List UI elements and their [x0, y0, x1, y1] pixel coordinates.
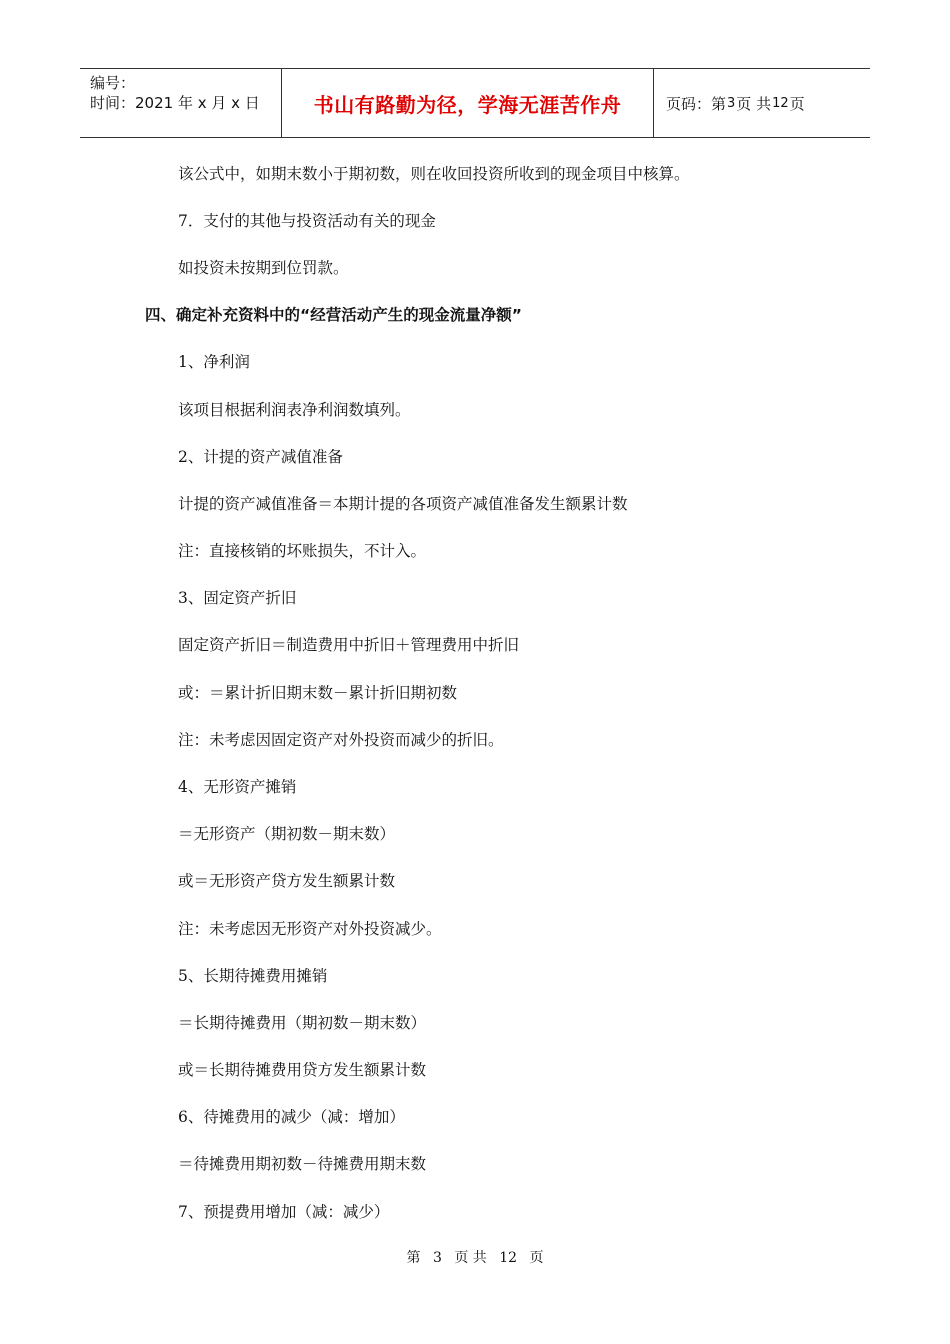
- paragraph: ＝长期待摊费用（期初数－期末数）: [178, 1014, 427, 1032]
- header-motto: 书山有路勤为径，学海无涯苦作舟: [313, 92, 622, 117]
- paragraph: ＝待摊费用期初数－待摊费用期末数: [178, 1155, 427, 1173]
- footer-suffix: 页: [529, 1250, 544, 1266]
- paragraph: 2、计提的资产减值准备: [178, 448, 343, 466]
- paragraph: 1、净利润: [178, 353, 250, 371]
- page-total: 12: [772, 95, 789, 111]
- footer-prefix: 第: [406, 1250, 421, 1266]
- paragraph: 注：未考虑因固定资产对外投资而减少的折旧。: [178, 731, 504, 749]
- paragraph: 该公式中，如期末数小于期初数，则在收回投资所收到的现金项目中核算。: [178, 165, 690, 183]
- paragraph: 4、无形资产摊销: [178, 778, 297, 796]
- paragraph: ＝无形资产（期初数－期末数）: [178, 825, 396, 843]
- paragraph: 或＝长期待摊费用贷方发生额累计数: [178, 1061, 427, 1079]
- paragraph: 3、固定资产折旧: [178, 589, 297, 607]
- header-meta: [80, 69, 282, 137]
- footer-mid: 页 共: [454, 1250, 487, 1266]
- page-current: 3: [727, 95, 736, 111]
- section-heading: 四、确定补充资料中的“经营活动产生的现金流量净额”: [145, 306, 522, 324]
- paragraph: 注：未考虑因无形资产对外投资减少。: [178, 920, 442, 938]
- page-mid: 页 共: [736, 94, 772, 113]
- footer-total: 12: [499, 1250, 518, 1266]
- page-header: [80, 68, 870, 138]
- paragraph: 7．支付的其他与投资活动有关的现金: [178, 212, 436, 230]
- paragraph: 注：直接核销的坏账损失，不计入。: [178, 542, 427, 560]
- paragraph: 或＝无形资产贷方发生额累计数: [178, 872, 396, 890]
- paragraph: 计提的资产减值准备＝本期计提的各项资产减值准备发生额累计数: [178, 495, 628, 513]
- paragraph: 或：＝累计折旧期末数－累计折旧期初数: [178, 684, 458, 702]
- header-motto-cell: [282, 69, 654, 137]
- page-suffix: 页: [789, 94, 805, 113]
- footer-current: 3: [432, 1250, 442, 1266]
- paragraph: 如投资未按期到位罚款。: [178, 259, 349, 277]
- paragraph: 该项目根据利润表净利润数填列。: [178, 401, 411, 419]
- paragraph: 固定资产折旧＝制造费用中折旧＋管理费用中折旧: [178, 636, 520, 654]
- document-number-label: 编号：: [90, 74, 136, 92]
- paragraph: 7、预提费用增加（减：减少）: [178, 1203, 390, 1221]
- paragraph: 6、待摊费用的减少（减：增加）: [178, 1108, 405, 1126]
- page-footer: [0, 1247, 950, 1267]
- page-prefix: 页码：第: [666, 94, 727, 113]
- paragraph: 5、长期待摊费用摊销: [178, 967, 328, 985]
- header-page-info: [654, 69, 870, 137]
- document-time: 时间：2021 年 x 月 x 日: [90, 94, 260, 112]
